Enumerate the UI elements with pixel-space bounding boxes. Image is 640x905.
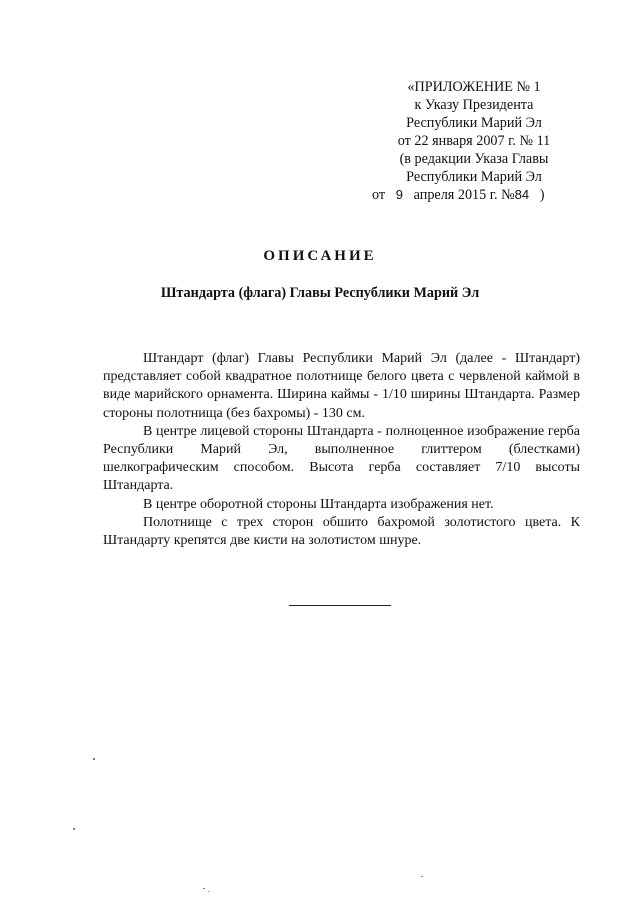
appendix-header: [372, 78, 576, 204]
paragraph-obverse: В центре лицевой стороны Штандарта - полноценное изображение герба Республики Марий Эл, выполненное глиттером (блестками) шелкографическим способом. Высота герба составляет 7/10 высоты Штандарта.: [103, 423, 580, 494]
scan-speck: [203, 888, 205, 889]
scan-speck: [208, 891, 209, 892]
document-body: [103, 350, 580, 550]
revision-prefix: от: [372, 187, 386, 203]
revision-number: 84: [514, 187, 530, 202]
header-line-republic-2: Республики Марий Эл: [406, 169, 542, 185]
revision-month-year: апреля 2015 г. №: [413, 187, 515, 203]
paragraph-fringe: Полотнище с трех сторон обшито бахромой золотистого цвета. К Штандарту крепятся две кисти на золотистом шнуре.: [103, 514, 580, 549]
revision-suffix: ): [539, 187, 545, 203]
header-line-appendix: «ПРИЛОЖЕНИЕ № 1: [407, 79, 541, 95]
paragraph-reverse: В центре оборотной стороны Штандарта изображения нет.: [143, 496, 494, 512]
closing-divider: [289, 605, 391, 606]
scan-speck: [93, 758, 95, 760]
scan-speck: [73, 828, 75, 830]
scan-speck: [421, 876, 423, 877]
paragraph-description: Штандарт (флаг) Главы Республики Марий Эл (далее - Штандарт) представляет собой квадратное полотнище белого цвета с червленой каймой в виде марийского орнамента. Ширина каймы - 1/10 ширины Штандарта. Размер стороны полотнища (без бахромы) - 130 см.: [103, 351, 580, 421]
header-line-decree: к Указу Президента: [414, 97, 534, 113]
header-line-date: от 22 января 2007 г. № 11: [397, 133, 551, 149]
document-title: ОПИСАНИЕ: [263, 248, 377, 264]
header-line-revision-date: [372, 186, 576, 204]
header-line-revision: (в редакции Указа Главы: [399, 151, 549, 167]
revision-day: 9: [395, 187, 403, 202]
document-subtitle: Штандарта (флага) Главы Республики Марий Эл: [160, 285, 480, 301]
header-line-republic: Республики Марий Эл: [406, 115, 542, 131]
